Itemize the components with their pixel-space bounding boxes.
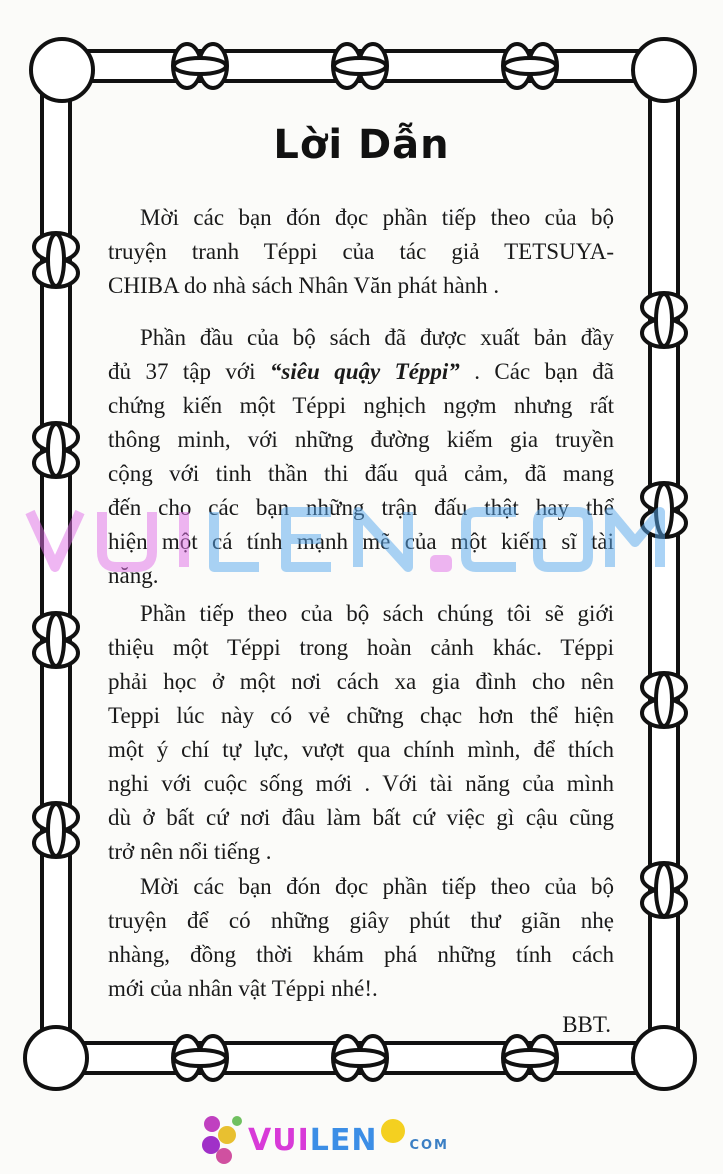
page-title: Lời Dẫn [273,122,450,168]
star-icon [381,1119,405,1143]
text-line: CHIBA do nhà sách Nhân Văn phát hành . [108,273,500,298]
text-line: thiệu một Téppi trong hoàn cảnh khác. Téppi [108,635,614,660]
border-knot-ring [504,1050,556,1066]
text-line: Mời các bạn đón đọc phần tiếp theo của bộ [140,205,614,230]
paragraph-3 [108,597,614,869]
border-corner-circle [31,39,93,101]
text-line: Mời các bạn đón đọc phần tiếp theo của bộ [140,874,614,899]
text-line: một ý chí tự lực, vượt qua chính mình, để thích [108,737,614,762]
text-line: dù ở bất cứ nơi đâu làm bất cứ việc gì cậu cũng [108,805,614,830]
border-knot-ring [656,484,672,536]
text-line: Teppi lúc này có vẻ chững chạc hơn thể hiện [108,703,614,728]
border-knot-ring [334,58,386,74]
border-knot-ring [174,58,226,74]
border-knot-ring [48,804,64,856]
signature: BBT. [562,1012,611,1037]
paragraph-1 [108,201,614,303]
border-knot-ring [48,234,64,286]
paragraph-4 [108,870,614,1006]
text-line: truyện tranh Téppi của tác giả TETSUYA- [108,239,614,264]
text-line: cộng với tinh thần thi đấu quả cảm, đã mang [108,461,614,486]
text-line: trở nên nổi tiếng . [108,839,272,864]
border-knot-ring [656,294,672,346]
border-knot-ring [174,1050,226,1066]
text-line: đến cho các bạn những trận đấu thật hay thể [108,495,614,520]
text-line: mới của nhân vật Téppi nhé!. [108,976,378,1001]
border-knot-ring [48,424,64,476]
text-line: Phần đầu của bộ sách đã được xuất bản đầy [140,325,614,350]
text-line: hiện một cá tính mạnh mẽ của một kiếm sĩ tài [108,529,614,554]
border-bar-left [42,76,70,1048]
border-corner-circle [633,1027,695,1089]
text-line: phải học ở một nơi cách xa gia đình cho nên [108,669,614,694]
border-knot-ring [504,58,556,74]
border-knot-ring [656,864,672,916]
text-line: Phần tiếp theo của bộ sách chúng tôi sẽ giới [140,601,614,626]
text-line: nghi với cuộc sống mới . Với tài năng của mình [108,771,614,796]
border-corner-circle [633,39,695,101]
text-line: năng. [108,563,159,588]
border-knot-ring [48,614,64,666]
text-line: chứng kiến một Téppi nghịch ngợm nhưng rất [108,393,614,418]
text-line: đủ 37 tập với “siêu quậy Téppi” . Các bạn đã [108,359,614,384]
border-knot-ring [656,674,672,726]
border-corner-circle [25,1027,87,1089]
text-line: nhàng, đồng thời khám phá những tính cách [108,942,614,967]
flower-icon [198,1112,248,1168]
site-logo: VUI LEN COM [198,1112,449,1168]
text-line: thông minh, với những đường kiếm gia truyền [108,427,614,452]
paragraph-2 [108,321,614,593]
border-knot-ring [334,1050,386,1066]
text-line: truyện để có những giây phút thư giãn nhẹ [108,908,614,933]
